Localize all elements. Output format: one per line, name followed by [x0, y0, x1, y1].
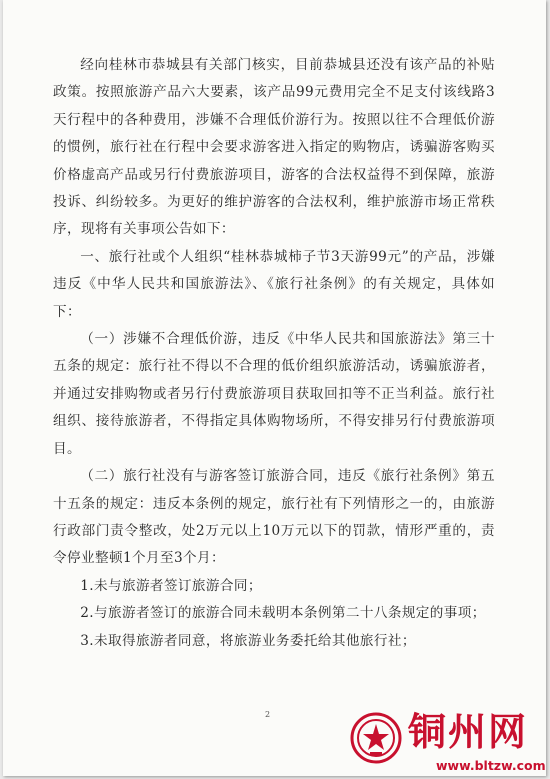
site-watermark — [344, 708, 549, 779]
list-item: 2.与旅游者签订的旅游合同未载明本条例第二十八条规定的事项； — [80, 605, 486, 622]
document-page — [3, 0, 546, 776]
watermark-name: 铜州网 — [408, 710, 529, 754]
page-number: 2 — [265, 710, 271, 719]
city-emblem-icon — [350, 712, 402, 764]
list-item: 1.未与旅游者签订旅游合同； — [80, 577, 262, 594]
paragraph-section-1: 一、旅行社或个人组织“桂林恭城柿子节3天游99元”的产品，涉嫌违反《中华人民共和国旅游法》、《旅行社条例》的有关规定，具体如下： — [53, 248, 495, 320]
list-item: 3.未取得旅游者同意，将旅游业务委托给其他旅行社； — [80, 632, 416, 649]
paragraph-clause-2: （二）旅行社没有与游客签订旅游合同，违反《旅行社条例》第五十五条的规定：违反本条例的规定，旅行社有下列情形之一的，由旅游行政部门责令整改，处2万元以上10万元以下的罚款，情形严重的，责令停业整顿1个月至3个月： — [53, 468, 495, 567]
watermark-url: www.bltzw.com — [436, 758, 546, 773]
document-body — [53, 52, 495, 655]
paragraph-intro: 经向桂林市恭城县有关部门核实，目前恭城县还没有该产品的补贴政策。按照旅游产品六大要素，该产品99元费用完全不足支付该线路3天行程中的各种费用，涉嫌不合理低价游行为。按照以往不合理低价游的惯例，旅行社在行程中会要求游客进入指定的购物店，诱骗游客购买价格虚高产品或另行付费旅游项目，游客的合法权益得不到保障，旅游投诉、纠纷较多。为更好的维护游客的合法权利，维护旅游市场正常秩序，现将有关事项公告如下： — [53, 57, 495, 238]
paragraph-clause-1: （一）涉嫌不合理低价游，违反《中华人民共和国旅游法》第三十五条的规定：旅行社不得以不合理的低价组织旅游活动，诱骗旅游者，并通过安排购物或者另行付费旅游项目获取回扣等不正当利益。旅行社组织、接待旅游者，不得指定具体购物场所，不得安排另行付费旅游项目。 — [53, 331, 495, 457]
